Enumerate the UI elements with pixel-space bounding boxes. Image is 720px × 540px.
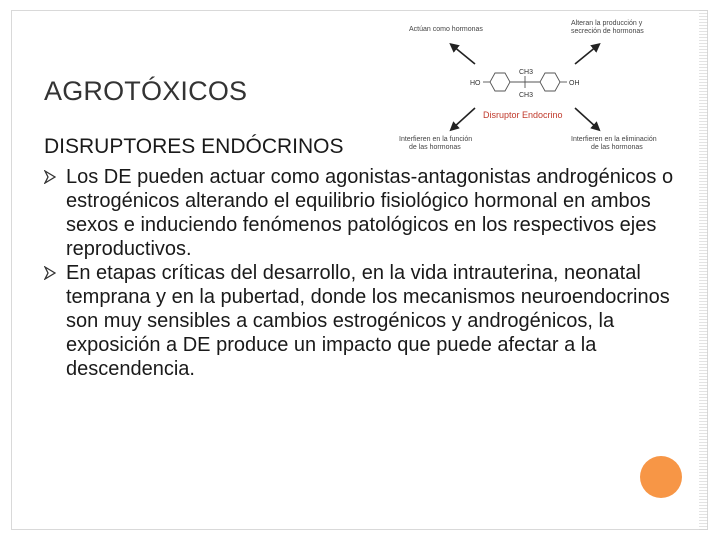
arrow-bullet-icon xyxy=(44,170,56,184)
label-alter-production-line1: Alteran la producción y xyxy=(571,20,643,27)
slide-frame-edge xyxy=(699,10,708,530)
arrow-top-left-icon xyxy=(453,46,475,64)
benzene-ring-left xyxy=(490,73,510,91)
label-interfere-function-line2: de las hormonas xyxy=(409,144,461,151)
molecule-graphic xyxy=(395,18,700,160)
label-interfere-elimination-line2: de las hormonas xyxy=(591,144,643,151)
label-interfere-function-line1: Interfieren en la función xyxy=(399,136,473,143)
molecule-left-group: HO xyxy=(470,80,481,87)
slide-title: AGROTÓXICOS xyxy=(44,76,248,106)
arrow-bottom-left-icon xyxy=(453,108,475,128)
accent-circle xyxy=(640,456,682,498)
bullet-text: Los DE pueden actuar como agonistas-antagonistas androgénicos o estrogénicos alterando el equilibrio fisiológico hormonal en ambos sexos e induciendo fenómenos patológicos en los respectivos ejes reproductivos. xyxy=(66,166,674,260)
arrow-top-right-icon xyxy=(575,46,597,64)
label-act-as-hormones: Actúan como hormonas xyxy=(409,26,483,33)
arrow-bullet-icon xyxy=(44,266,56,280)
bullet-list xyxy=(44,165,694,381)
bullet-text: En etapas críticas del desarrollo, en la vida intrauterina, neonatal temprana y en la pubertad, donde los mecanismos neuroendocrinos son muy sensibles a cambios estrogénicos y androgénicos, la exposición a DE produce un impacto que puede afectar a la descendencia. xyxy=(66,262,670,380)
slide-subtitle: DISRUPTORES ENDÓCRINOS xyxy=(44,135,344,158)
endocrine-disruptor-diagram xyxy=(395,18,700,160)
disruptor-center-label: Disruptor Endocrino xyxy=(483,110,563,120)
molecule-right-group: OH xyxy=(569,80,580,87)
bullet-item xyxy=(44,165,694,261)
molecule-bottom-group: CH3 xyxy=(519,92,534,99)
label-alter-production-line2: secreción de hormonas xyxy=(571,28,644,35)
molecule-top-group: CH3 xyxy=(519,69,534,76)
benzene-ring-right xyxy=(540,73,560,91)
label-interfere-elimination-line1: Interfieren en la eliminación xyxy=(571,136,657,143)
bullet-item xyxy=(44,261,694,381)
arrow-bottom-right-icon xyxy=(575,108,597,128)
